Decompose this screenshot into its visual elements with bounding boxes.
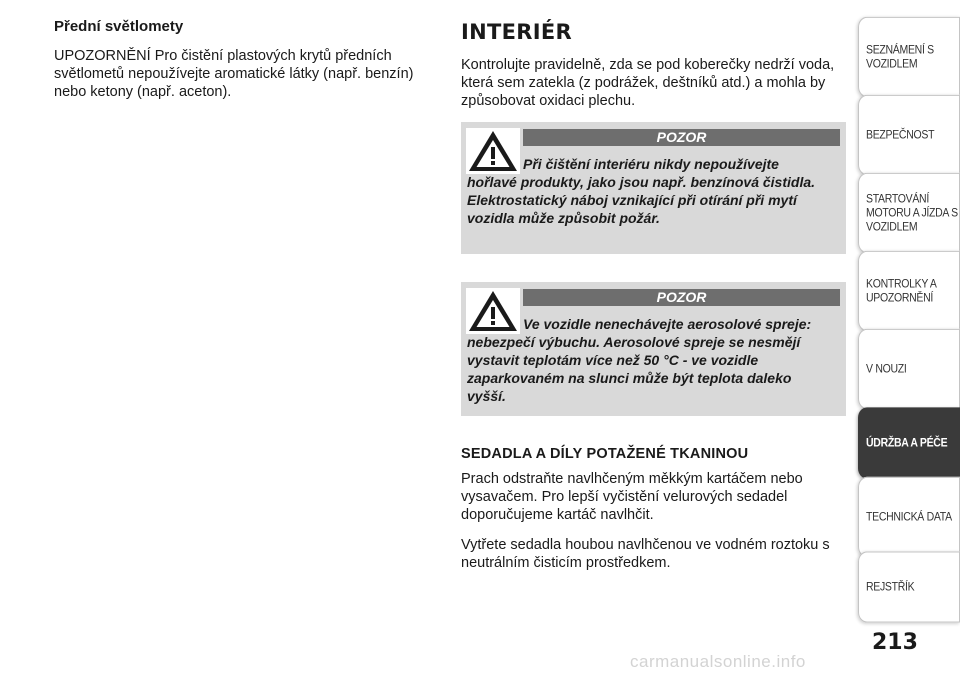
tab-emergency[interactable]: V NOUZI (858, 329, 960, 410)
left-column (54, 18, 444, 113)
headlights-paragraph: UPOZORNĚNÍ Pro čistění plastových krytů předních světlometů nepoužívejte aromatické látky (např. benzín) nebo ketony (např. aceton). (54, 48, 414, 100)
right-column (461, 18, 846, 584)
warning-box-1 (461, 122, 846, 254)
seats-paragraph-2: Vytřete sedadla houbou navlhčenou ve vodném roztoku s neutrálním čisticím prostředkem. (461, 537, 830, 571)
page-number: 213 (872, 630, 918, 655)
tab-warning-lights[interactable]: KONTROLKY A UPOZORNĚNÍ (858, 251, 960, 332)
warning-label: POZOR (523, 289, 840, 306)
warning-label: POZOR (523, 129, 840, 146)
tab-index[interactable]: REJSTŘÍK (858, 551, 960, 622)
warning-box-2 (461, 282, 846, 416)
page-title: INTERIÉR (461, 20, 572, 44)
warning-text: Ve vozidle nenechávejte aerosolové spreje: nebezpečí výbuchu. Aerosolové spreje se nesmějí vystavit teplotám více než 50 °C - ve vozidle zaparkovaném na slunci může být teplota daleko vyšší. (467, 316, 812, 404)
seats-heading: SEDADLA A DÍLY POTAŽENÉ TKANINOU (461, 446, 749, 462)
warning-text: Při čištění interiéru nikdy nepoužívejte hořlavé produkty, jako jsou např. benzínová čistidla. Elektrostatický náboj vznikající při otírání při mytí vozidla může způsobit požár. (467, 156, 816, 226)
tab-maintenance[interactable]: ÚDRŽBA A PÉČE (858, 407, 960, 478)
tab-starting-driving[interactable]: STARTOVÁNÍ MOTORU A JÍZDA S VOZIDLEM (858, 173, 960, 254)
section-subheading-headlights: Přední světlomety (54, 18, 184, 35)
tab-technical-data[interactable]: TECHNICKÁ DATA (858, 477, 960, 558)
seats-paragraph-1: Prach odstraňte navlhčeným měkkým kartáčem nebo vysavačem. Pro lepší vyčistění velurových sedadel doporučujeme kartáč navlhčit. (461, 471, 803, 523)
tab-safety[interactable]: BEZPEČNOST (858, 95, 960, 176)
tab-introduction[interactable]: SEZNÁMENÍ S VOZIDLEM (858, 17, 960, 98)
interior-intro: Kontrolujte pravidelně, zda se pod koberečky nedrží voda, která sem zatekla (z podrážek, deštníků atd.) a mohla by způsobovat oxidaci plechu. (461, 57, 835, 109)
watermark: carmanualsonline.info (630, 652, 806, 671)
